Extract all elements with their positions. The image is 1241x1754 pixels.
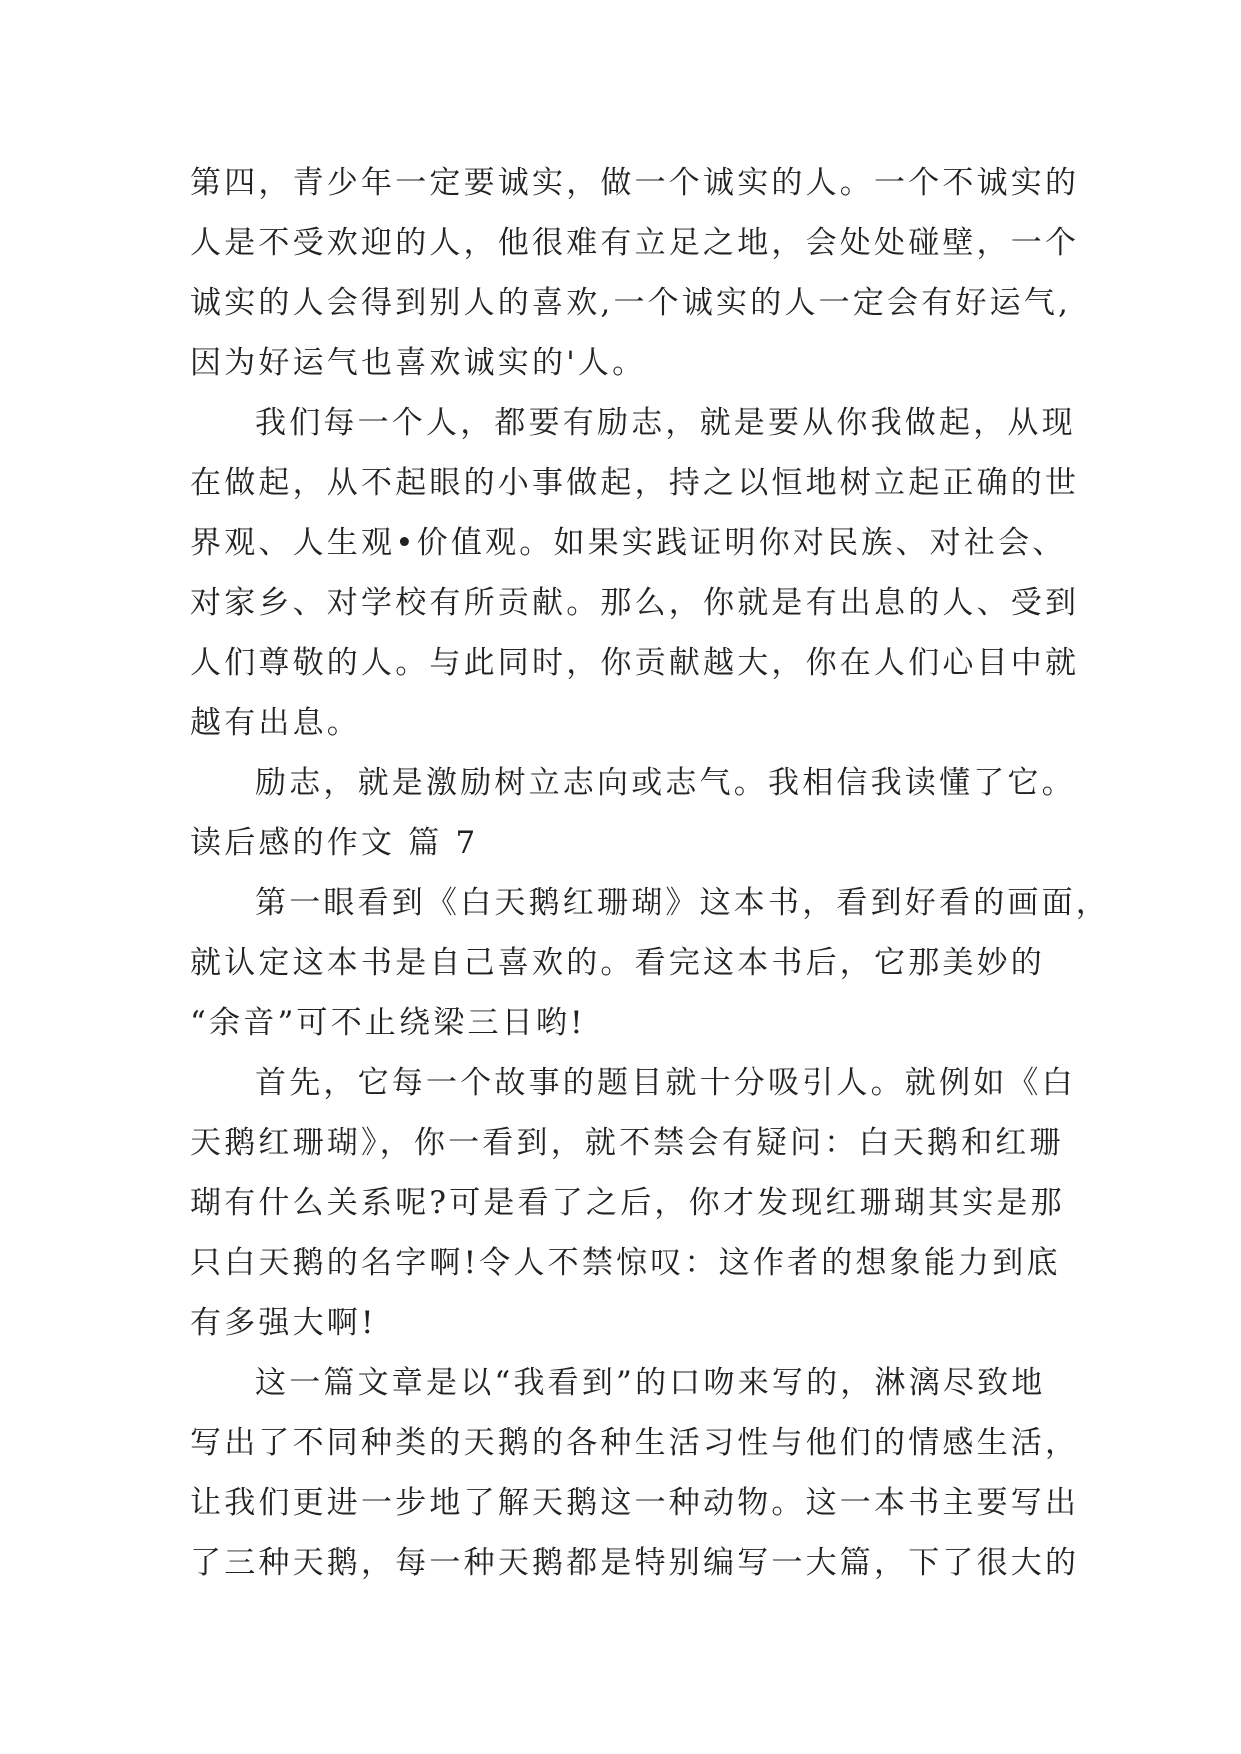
- text-line: 就认定这本书是自己喜欢的。看完这本书后，它那美妙的: [190, 945, 1045, 981]
- text-line: 人们尊敬的人。与此同时，你贡献越大，你在人们心目中就: [190, 645, 1080, 681]
- text-line: 因为好运气也喜欢诚实的'人。: [190, 345, 647, 381]
- text-line: 了三种天鹅，每一种天鹅都是特别编写一大篇，下了很大的: [190, 1545, 1080, 1581]
- paragraph-first-line: 我们每一个人，都要有励志，就是要从你我做起，从现: [255, 405, 1076, 441]
- paragraph-first-line: 首先，它每一个故事的题目就十分吸引人。就例如《白: [255, 1065, 1076, 1101]
- paragraph-first-line: 励志，就是激励树立志向或志气。我相信我读懂了它。: [255, 765, 1076, 801]
- text-line: 对家乡、对学校有所贡献。那么，你就是有出息的人、受到: [190, 585, 1080, 621]
- text-line: 越有出息。: [190, 705, 361, 741]
- text-line: “余音”可不止绕梁三日哟!: [190, 1005, 586, 1041]
- text-line: 人是不受欢迎的人，他很难有立足之地，会处处碰壁，一个: [190, 225, 1080, 261]
- text-line: 第四，青少年一定要诚实，做一个诚实的人。一个不诚实的: [190, 165, 1080, 201]
- text-line: 只白天鹅的名字啊!令人不禁惊叹：这作者的想象能力到底: [190, 1245, 1061, 1281]
- paragraph-first-line: 这一篇文章是以“我看到”的口吻来写的，淋漓尽致地: [255, 1365, 1046, 1401]
- text-line: 写出了不同种类的天鹅的各种生活习性与他们的情感生活，: [190, 1425, 1080, 1461]
- section-heading: 读后感的作文 篇 7: [190, 825, 479, 861]
- text-line: 界观、人生观•价值观。如果实践证明你对民族、对社会、: [190, 525, 1067, 561]
- text-line: 有多强大啊!: [190, 1305, 377, 1341]
- text-line: 在做起，从不起眼的小事做起，持之以恒地树立起正确的世: [190, 465, 1080, 501]
- text-line: 瑚有什么关系呢?可是看了之后，你才发现红珊瑚其实是那: [190, 1185, 1065, 1221]
- text-line: 让我们更进一步地了解天鹅这一种动物。这一本书主要写出: [190, 1485, 1080, 1521]
- text-line: 诚实的人会得到别人的喜欢,一个诚实的人一定会有好运气,: [190, 285, 1072, 321]
- paragraph-first-line: 第一眼看到《白天鹅红珊瑚》这本书，看到好看的画面，: [255, 885, 1110, 921]
- text-line: 天鹅红珊瑚》，你一看到，就不禁会有疑问：白天鹅和红珊: [190, 1125, 1064, 1161]
